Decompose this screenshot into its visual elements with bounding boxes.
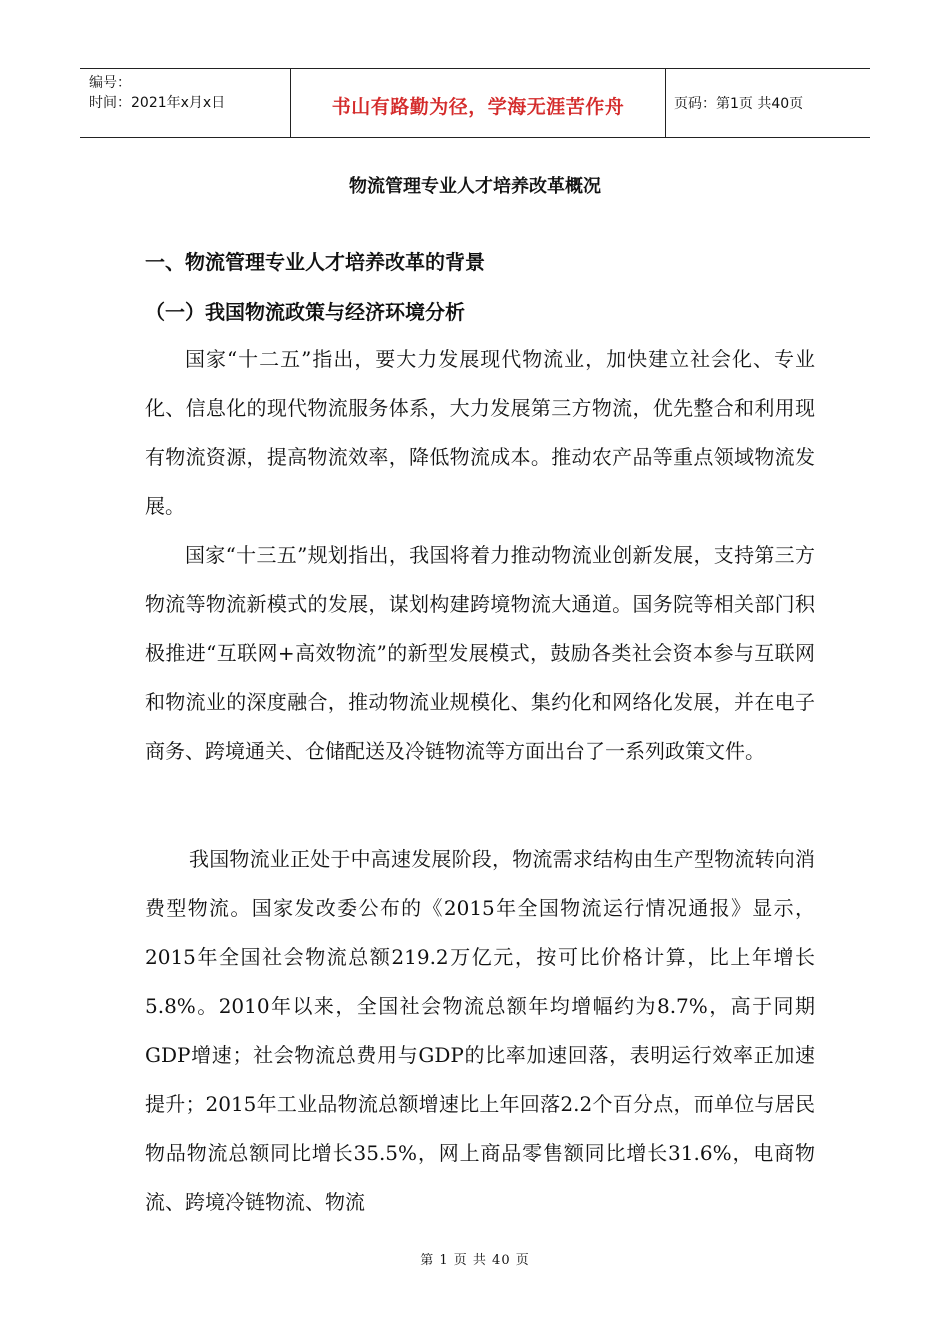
subsection-heading: （一）我国物流政策与经济环境分析 xyxy=(145,300,465,324)
section-heading: 一、物流管理专业人才培养改革的背景 xyxy=(145,250,485,274)
page-info-text: 页码：第1页 共40页 xyxy=(674,96,804,112)
paragraph-3: 我国物流业正处于中高速发展阶段，物流需求结构由生产型物流转向消费型物流。国家发改委公布的《2015年全国物流运行情况通报》显示，2015年全国社会物流总额219.2万亿元，按可比价格计算，比上年增长5.8%。2010年以来，全国社会物流总额年均增幅约为8.7%，高于同期GDP增速；社会物流总费用与GDP的比率加速回落，表明运行效率正加速提升；2015年工业品物流总额增速比上年回落2.2个百分点，而单位与居民物品物流总额同比增长35.5%，网上商品零售额同比增长31.6%，电商物流、跨境冷链物流、物流 xyxy=(145,847,815,1214)
header-page-info xyxy=(666,69,870,137)
motto-text: 书山有路勤为径，学海无涯苦作舟 xyxy=(331,95,625,118)
document-title: 物流管理专业人才培养改革概况 xyxy=(349,176,601,197)
page-footer: 第 1 页 共 40 页 xyxy=(420,1253,530,1268)
document-header xyxy=(80,68,870,138)
header-motto xyxy=(291,69,666,137)
paragraph-2: 国家“十三五”规划指出，我国将着力推动物流业创新发展，支持第三方物流等物流新模式的发展，谋划构建跨境物流大通道。国务院等相关部门积极推进“互联网+高效物流”的新型发展模式，鼓励各类社会资本参与互联网和物流业的深度融合，推动物流业规模化、集约化和网络化发展，并在电子商务、跨境通关、仓储配送及冷链物流等方面出台了一系列政策文件。 xyxy=(145,543,815,763)
number-label: 编号： xyxy=(89,75,131,91)
date-label: 时间：2021年x月x日 xyxy=(89,95,226,111)
header-meta xyxy=(80,69,291,137)
paragraph-1: 国家“十二五”指出，要大力发展现代物流业，加快建立社会化、专业化、信息化的现代物流服务体系，大力发展第三方物流，优先整合和利用现有物流资源，提高物流效率，降低物流成本。推动农产品等重点领域物流发展。 xyxy=(145,347,815,518)
